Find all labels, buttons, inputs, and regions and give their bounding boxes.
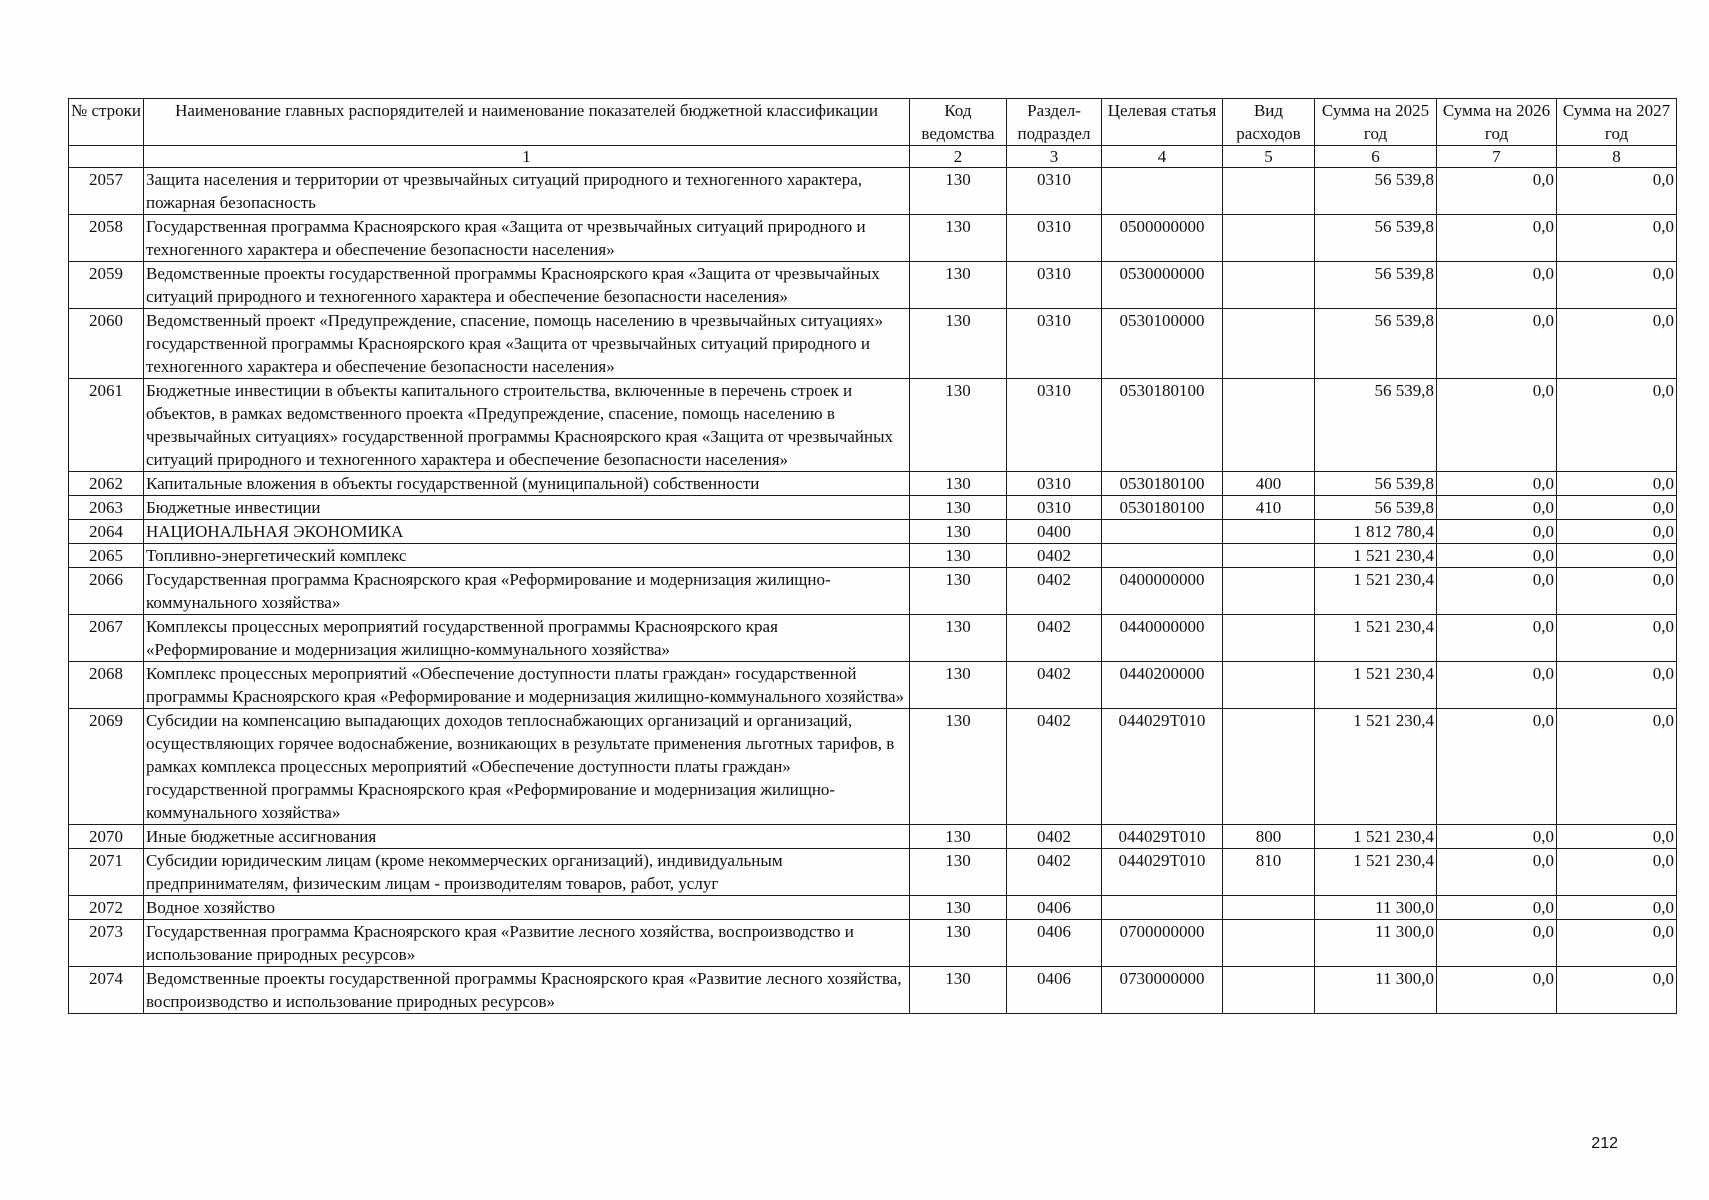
sum-2026-cell: 0,0 (1437, 967, 1557, 1014)
target-article-cell (1102, 896, 1223, 920)
column-number: 6 (1315, 146, 1437, 168)
sum-2026-cell: 0,0 (1437, 309, 1557, 379)
table-row (69, 662, 1677, 709)
row-number-cell: 2066 (69, 568, 144, 615)
table-row (69, 168, 1677, 215)
target-article-cell: 0500000000 (1102, 215, 1223, 262)
sum-2025-cell: 11 300,0 (1315, 896, 1437, 920)
section-cell: 0402 (1007, 615, 1102, 662)
sum-2025-cell: 1 521 230,4 (1315, 662, 1437, 709)
sum-2027-cell: 0,0 (1557, 472, 1677, 496)
section-cell: 0310 (1007, 215, 1102, 262)
dept-code-cell: 130 (910, 849, 1007, 896)
row-name-cell: Бюджетные инвестиции (144, 496, 910, 520)
sum-2026-cell: 0,0 (1437, 496, 1557, 520)
dept-code-cell: 130 (910, 496, 1007, 520)
sum-2027-cell: 0,0 (1557, 544, 1677, 568)
row-number-cell: 2074 (69, 967, 144, 1014)
sum-2027-cell: 0,0 (1557, 662, 1677, 709)
dept-code-cell: 130 (910, 920, 1007, 967)
column-number: 1 (144, 146, 910, 168)
row-number-cell: 2070 (69, 825, 144, 849)
row-name-cell: Водное хозяйство (144, 896, 910, 920)
expense-type-cell (1223, 168, 1315, 215)
section-cell: 0406 (1007, 967, 1102, 1014)
expense-type-cell (1223, 967, 1315, 1014)
table-row (69, 568, 1677, 615)
row-name-cell: Ведомственные проекты государственной программы Красноярского края «Развитие лесного хозяйства, воспроизводство и использование природных ресурсов» (144, 967, 910, 1014)
row-number-cell: 2072 (69, 896, 144, 920)
row-name-cell: Государственная программа Красноярского края «Развитие лесного хозяйства, воспроизводство и использование природных ресурсов» (144, 920, 910, 967)
header-sum-2027: Сумма на 2027 год (1557, 99, 1677, 146)
row-name-cell: Топливно-энергетический комплекс (144, 544, 910, 568)
row-name-cell: Защита населения и территории от чрезвычайных ситуаций природного и техногенного характера, пожарная безопасность (144, 168, 910, 215)
column-number: 2 (910, 146, 1007, 168)
target-article-cell: 0730000000 (1102, 967, 1223, 1014)
dept-code-cell: 130 (910, 709, 1007, 825)
column-number: 3 (1007, 146, 1102, 168)
dept-code-cell: 130 (910, 379, 1007, 472)
header-row-no: № строки (69, 99, 144, 146)
row-name-cell: Иные бюджетные ассигнования (144, 825, 910, 849)
row-number-cell: 2059 (69, 262, 144, 309)
header-sum-2025: Сумма на 2025 год (1315, 99, 1437, 146)
row-name-cell: Государственная программа Красноярского края «Защита от чрезвычайных ситуаций природного и техногенного характера и обеспечение безопасности населения» (144, 215, 910, 262)
table-row (69, 472, 1677, 496)
sum-2025-cell: 1 521 230,4 (1315, 615, 1437, 662)
sum-2026-cell: 0,0 (1437, 472, 1557, 496)
row-name-cell: Государственная программа Красноярского края «Реформирование и модернизация жилищно-коммунального хозяйства» (144, 568, 910, 615)
sum-2026-cell: 0,0 (1437, 615, 1557, 662)
table-row (69, 920, 1677, 967)
row-number-cell: 2060 (69, 309, 144, 379)
sum-2025-cell: 56 539,8 (1315, 262, 1437, 309)
sum-2026-cell: 0,0 (1437, 709, 1557, 825)
header-target: Целевая статья (1102, 99, 1223, 146)
dept-code-cell: 130 (910, 662, 1007, 709)
dept-code-cell: 130 (910, 568, 1007, 615)
row-number-cell: 2065 (69, 544, 144, 568)
sum-2027-cell: 0,0 (1557, 215, 1677, 262)
sum-2026-cell: 0,0 (1437, 825, 1557, 849)
target-article-cell: 0530100000 (1102, 309, 1223, 379)
dept-code-cell: 130 (910, 472, 1007, 496)
expense-type-cell (1223, 920, 1315, 967)
row-number-cell: 2067 (69, 615, 144, 662)
table-row (69, 709, 1677, 825)
expense-type-cell (1223, 262, 1315, 309)
sum-2026-cell: 0,0 (1437, 568, 1557, 615)
sum-2025-cell: 1 521 230,4 (1315, 825, 1437, 849)
target-article-cell: 044029Т010 (1102, 709, 1223, 825)
target-article-cell: 044029Т010 (1102, 849, 1223, 896)
section-cell: 0402 (1007, 568, 1102, 615)
sum-2026-cell: 0,0 (1437, 215, 1557, 262)
expense-type-cell: 800 (1223, 825, 1315, 849)
table-header-row (69, 99, 1677, 146)
page-number: 212 (1591, 1135, 1618, 1152)
column-number: 8 (1557, 146, 1677, 168)
sum-2027-cell: 0,0 (1557, 896, 1677, 920)
section-cell: 0310 (1007, 262, 1102, 309)
section-cell: 0406 (1007, 896, 1102, 920)
row-name-cell: Комплекс процессных мероприятий «Обеспечение доступности платы граждан» государственной программы Красноярского края «Реформирование и модернизация жилищно-коммунального хозяйства» (144, 662, 910, 709)
table-row (69, 262, 1677, 309)
budget-table (68, 98, 1677, 1014)
sum-2026-cell: 0,0 (1437, 849, 1557, 896)
target-article-cell: 0440200000 (1102, 662, 1223, 709)
column-number-blank (69, 146, 144, 168)
expense-type-cell (1223, 544, 1315, 568)
table-body (69, 168, 1677, 1014)
dept-code-cell: 130 (910, 309, 1007, 379)
row-name-cell: Ведомственные проекты государственной программы Красноярского края «Защита от чрезвычайных ситуаций природного и техногенного характера и обеспечение безопасности населения» (144, 262, 910, 309)
table-row (69, 896, 1677, 920)
sum-2025-cell: 1 812 780,4 (1315, 520, 1437, 544)
sum-2027-cell: 0,0 (1557, 920, 1677, 967)
table-row (69, 520, 1677, 544)
row-name-cell: Ведомственный проект «Предупреждение, спасение, помощь населению в чрезвычайных ситуациях» государственной программы Красноярского края «Защита от чрезвычайных ситуаций природного и техногенного характера и обеспечение безопасности населения» (144, 309, 910, 379)
sum-2025-cell: 11 300,0 (1315, 967, 1437, 1014)
target-article-cell: 044029Т010 (1102, 825, 1223, 849)
row-number-cell: 2057 (69, 168, 144, 215)
expense-type-cell: 400 (1223, 472, 1315, 496)
expense-type-cell (1223, 309, 1315, 379)
dept-code-cell: 130 (910, 520, 1007, 544)
expense-type-cell (1223, 215, 1315, 262)
table-row (69, 215, 1677, 262)
target-article-cell: 0530180100 (1102, 379, 1223, 472)
section-cell: 0406 (1007, 920, 1102, 967)
sum-2027-cell: 0,0 (1557, 309, 1677, 379)
row-number-cell: 2061 (69, 379, 144, 472)
table-row (69, 496, 1677, 520)
target-article-cell (1102, 520, 1223, 544)
target-article-cell (1102, 544, 1223, 568)
column-number: 4 (1102, 146, 1223, 168)
dept-code-cell: 130 (910, 825, 1007, 849)
sum-2027-cell: 0,0 (1557, 168, 1677, 215)
row-number-cell: 2064 (69, 520, 144, 544)
section-cell: 0310 (1007, 379, 1102, 472)
table-row (69, 967, 1677, 1014)
sum-2026-cell: 0,0 (1437, 520, 1557, 544)
row-number-cell: 2062 (69, 472, 144, 496)
expense-type-cell (1223, 896, 1315, 920)
section-cell: 0402 (1007, 662, 1102, 709)
expense-type-cell (1223, 379, 1315, 472)
row-number-cell: 2063 (69, 496, 144, 520)
expense-type-cell (1223, 520, 1315, 544)
section-cell: 0402 (1007, 849, 1102, 896)
sum-2026-cell: 0,0 (1437, 544, 1557, 568)
row-number-cell: 2073 (69, 920, 144, 967)
header-expense-type: Вид расходов (1223, 99, 1315, 146)
table-row (69, 849, 1677, 896)
target-article-cell: 0400000000 (1102, 568, 1223, 615)
sum-2025-cell: 11 300,0 (1315, 920, 1437, 967)
header-sum-2026: Сумма на 2026 год (1437, 99, 1557, 146)
table-row (69, 825, 1677, 849)
sum-2025-cell: 1 521 230,4 (1315, 849, 1437, 896)
sum-2026-cell: 0,0 (1437, 896, 1557, 920)
section-cell: 0310 (1007, 168, 1102, 215)
row-name-cell: НАЦИОНАЛЬНАЯ ЭКОНОМИКА (144, 520, 910, 544)
row-name-cell: Бюджетные инвестиции в объекты капитального строительства, включенные в перечень строек и объектов, в рамках ведомственного проекта «Предупреждение, спасение, помощь населению в чрезвычайных ситуациях» государственной программы Красноярского края «Защита от чрезвычайных ситуаций природного и техногенного характера и обеспечение безопасности населения» (144, 379, 910, 472)
sum-2025-cell: 56 539,8 (1315, 309, 1437, 379)
sum-2025-cell: 1 521 230,4 (1315, 709, 1437, 825)
target-article-cell: 0530180100 (1102, 472, 1223, 496)
sum-2027-cell: 0,0 (1557, 379, 1677, 472)
expense-type-cell (1223, 662, 1315, 709)
dept-code-cell: 130 (910, 262, 1007, 309)
row-name-cell: Субсидии на компенсацию выпадающих доходов теплоснабжающих организаций и организаций, осуществляющих горячее водоснабжение, возникающих в результате применения льготных тарифов, в рамках комплекса процессных мероприятий «Обеспечение доступности платы граждан» государственной программы Красноярского края «Реформирование и модернизация жилищно-коммунального хозяйства» (144, 709, 910, 825)
target-article-cell: 0530000000 (1102, 262, 1223, 309)
dept-code-cell: 130 (910, 967, 1007, 1014)
sum-2027-cell: 0,0 (1557, 615, 1677, 662)
row-number-cell: 2069 (69, 709, 144, 825)
table-row (69, 544, 1677, 568)
section-cell: 0402 (1007, 825, 1102, 849)
header-name: Наименование главных распорядителей и наименование показателей бюджетной классификации (144, 99, 910, 146)
column-number: 7 (1437, 146, 1557, 168)
sum-2027-cell: 0,0 (1557, 520, 1677, 544)
sum-2027-cell: 0,0 (1557, 825, 1677, 849)
row-number-cell: 2071 (69, 849, 144, 896)
target-article-cell: 0700000000 (1102, 920, 1223, 967)
sum-2026-cell: 0,0 (1437, 662, 1557, 709)
header-dept-code: Код ведомства (910, 99, 1007, 146)
row-number-cell: 2058 (69, 215, 144, 262)
row-name-cell: Капитальные вложения в объекты государственной (муниципальной) собственности (144, 472, 910, 496)
expense-type-cell (1223, 615, 1315, 662)
section-cell: 0402 (1007, 544, 1102, 568)
row-number-cell: 2068 (69, 662, 144, 709)
sum-2025-cell: 56 539,8 (1315, 472, 1437, 496)
row-name-cell: Комплексы процессных мероприятий государственной программы Красноярского края «Реформирование и модернизация жилищно-коммунального хозяйства» (144, 615, 910, 662)
sum-2025-cell: 56 539,8 (1315, 379, 1437, 472)
sum-2025-cell: 1 521 230,4 (1315, 544, 1437, 568)
column-number-row (69, 146, 1677, 168)
dept-code-cell: 130 (910, 168, 1007, 215)
dept-code-cell: 130 (910, 215, 1007, 262)
sum-2025-cell: 1 521 230,4 (1315, 568, 1437, 615)
sum-2025-cell: 56 539,8 (1315, 168, 1437, 215)
sum-2027-cell: 0,0 (1557, 709, 1677, 825)
header-section: Раздел-подраздел (1007, 99, 1102, 146)
sum-2027-cell: 0,0 (1557, 849, 1677, 896)
row-name-cell: Субсидии юридическим лицам (кроме некоммерческих организаций), индивидуальным предпринимателям, физическим лицам - производителям товаров, работ, услуг (144, 849, 910, 896)
section-cell: 0400 (1007, 520, 1102, 544)
sum-2026-cell: 0,0 (1437, 262, 1557, 309)
sum-2025-cell: 56 539,8 (1315, 496, 1437, 520)
expense-type-cell: 810 (1223, 849, 1315, 896)
sum-2026-cell: 0,0 (1437, 168, 1557, 215)
table-row (69, 379, 1677, 472)
table-row (69, 615, 1677, 662)
column-number: 5 (1223, 146, 1315, 168)
sum-2027-cell: 0,0 (1557, 568, 1677, 615)
expense-type-cell (1223, 568, 1315, 615)
sum-2026-cell: 0,0 (1437, 379, 1557, 472)
target-article-cell (1102, 168, 1223, 215)
dept-code-cell: 130 (910, 896, 1007, 920)
sum-2026-cell: 0,0 (1437, 920, 1557, 967)
target-article-cell: 0530180100 (1102, 496, 1223, 520)
table-row (69, 309, 1677, 379)
dept-code-cell: 130 (910, 615, 1007, 662)
section-cell: 0402 (1007, 709, 1102, 825)
section-cell: 0310 (1007, 496, 1102, 520)
expense-type-cell: 410 (1223, 496, 1315, 520)
expense-type-cell (1223, 709, 1315, 825)
sum-2027-cell: 0,0 (1557, 967, 1677, 1014)
sum-2025-cell: 56 539,8 (1315, 215, 1437, 262)
dept-code-cell: 130 (910, 544, 1007, 568)
sum-2027-cell: 0,0 (1557, 496, 1677, 520)
section-cell: 0310 (1007, 309, 1102, 379)
section-cell: 0310 (1007, 472, 1102, 496)
sum-2027-cell: 0,0 (1557, 262, 1677, 309)
target-article-cell: 0440000000 (1102, 615, 1223, 662)
